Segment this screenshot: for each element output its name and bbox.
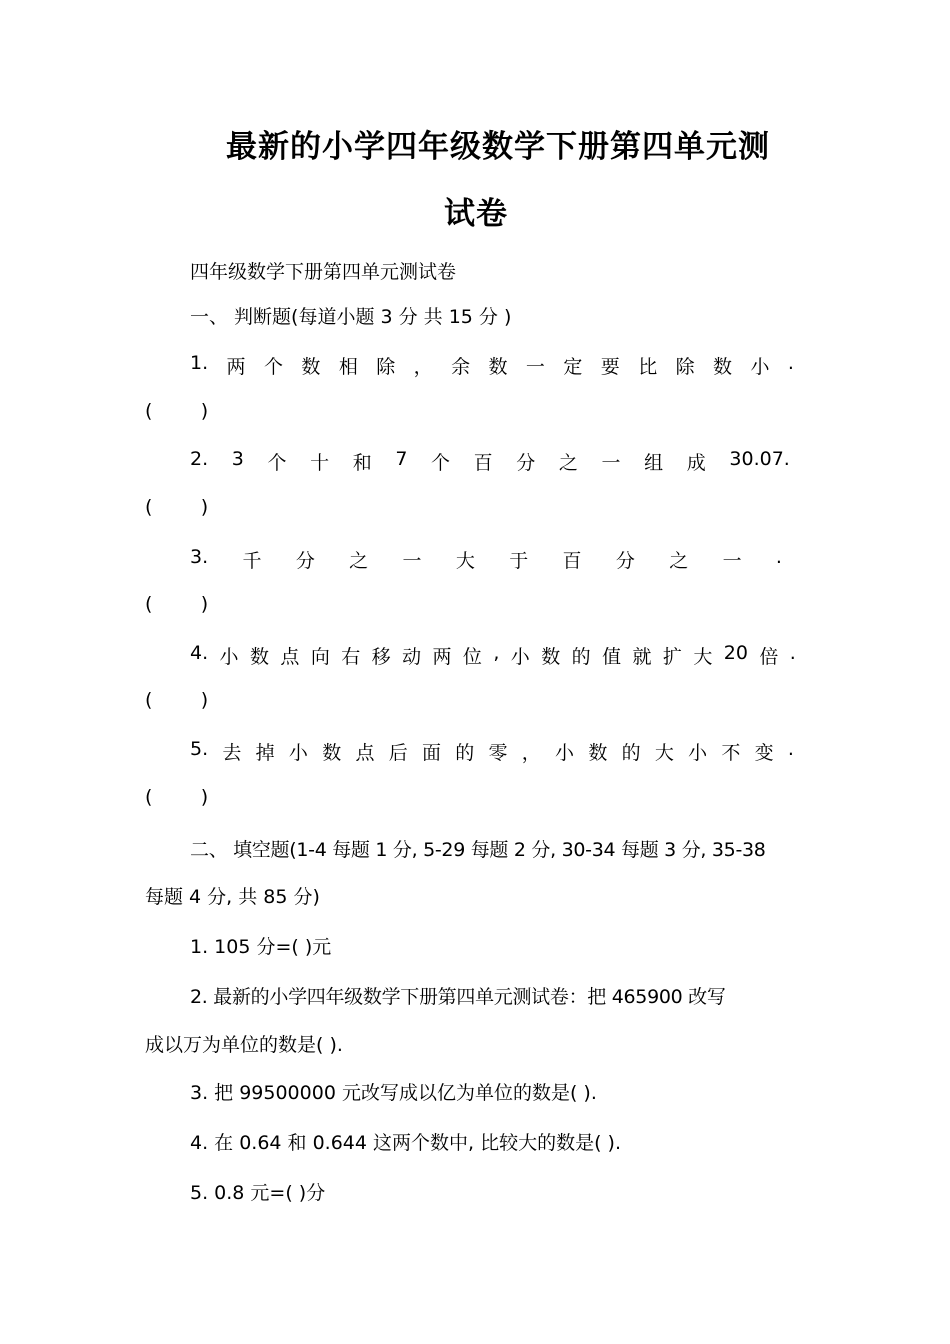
question-5-token: ， [521,742,541,764]
section-2-heading-line-2: 每题 4 分, 共 85 分) [145,886,320,908]
question-4-token: 大 [693,646,713,668]
question-3-token: 之 [669,550,689,572]
question-5-token: 5. [190,738,209,760]
question-1-token: 定 [563,356,583,378]
document-title-line-1: 最新的小学四年级数学下册第四单元测 [226,129,770,165]
question-4-token: 值 [602,646,622,668]
answer-paren-1: ( ) [145,400,209,422]
question-1-token: . [787,352,794,374]
question-4-token: 数 [249,646,269,668]
section-2-heading-line-1: 二、 填空题(1-4 每题 1 分, 5-29 每题 2 分, 30-34 每题 3 分, 35-38 [190,839,766,861]
judgement-question-4 [190,642,796,669]
judgement-question-5 [190,738,794,765]
question-1-token: ， [413,356,433,378]
question-4-token: 两 [432,646,452,668]
question-3-token: 于 [509,550,529,572]
fill-question-2-line-1: 2. 最新的小学四年级数学下册第四单元测试卷：把 465900 改写 [190,986,726,1008]
question-5-token: 小 [288,742,308,764]
question-5-token: 大 [654,742,674,764]
question-5-token: 数 [322,742,342,764]
question-5-token: 后 [388,742,408,764]
question-3-token: 3. [190,546,209,568]
question-4-token: 的 [571,646,591,668]
question-5-token: 零 [488,742,508,764]
question-2-token: 7 [395,448,408,470]
question-5-token: . [787,738,794,760]
question-2-token: 成 [686,452,706,474]
question-2-token: 和 [352,452,372,474]
question-2-token: 之 [558,452,578,474]
question-3-token: 大 [455,550,475,572]
question-5-token: 小 [688,742,708,764]
question-3-token: 分 [295,550,315,572]
question-4-token: 4. [190,642,209,664]
question-4-token: 小 [510,646,530,668]
question-3-token: 千 [242,550,262,572]
question-3-token: 一 [722,550,742,572]
question-5-token: 小 [555,742,575,764]
answer-paren-5: ( ) [145,786,209,808]
question-4-token: 数 [541,646,561,668]
question-2-token: 个 [267,452,287,474]
subtitle: 四年级数学下册第四单元测试卷 [190,261,457,283]
fill-question-2-line-2: 成以万为单位的数是( ). [145,1034,343,1056]
question-4-token: . [789,642,796,664]
answer-paren-2: ( ) [145,496,209,518]
question-1-token: 个 [263,356,283,378]
question-4-token: 位 [462,646,482,668]
question-5-token: 掉 [255,742,275,764]
question-3-token: . [775,546,782,568]
answer-paren-3: ( ) [145,593,209,615]
question-1-token: 除 [376,356,396,378]
question-5-token: 面 [421,742,441,764]
question-1-token: 数 [488,356,508,378]
question-5-token: 的 [621,742,641,764]
question-1-token: 除 [675,356,695,378]
question-4-token: 20 [723,642,748,664]
question-2-token: 分 [516,452,536,474]
question-2-token: 十 [310,452,330,474]
question-4-token: 移 [371,646,391,668]
question-3-token: 百 [562,550,582,572]
question-4-token: 小 [219,646,239,668]
question-4-token: , [493,642,500,664]
question-2-token: 个 [431,452,451,474]
question-1-token: 小 [750,356,770,378]
question-2-token: 2. [190,448,209,470]
question-5-token: 去 [222,742,242,764]
judgement-question-1 [190,352,794,379]
question-4-token: 向 [310,646,330,668]
question-1-token: 两 [226,356,246,378]
section-1-heading: 一、 判断题(每道小题 3 分 共 15 分 ) [190,306,512,328]
question-2-token: 百 [473,452,493,474]
question-2-token: 一 [601,452,621,474]
question-4-token: 就 [632,646,652,668]
question-4-token: 扩 [662,646,682,668]
fill-question-5: 5. 0.8 元=( )分 [190,1182,326,1204]
question-4-token: 右 [341,646,361,668]
question-1-token: 数 [301,356,321,378]
question-5-token: 变 [754,742,774,764]
question-5-token: 点 [355,742,375,764]
question-4-token: 点 [280,646,300,668]
question-2-token: 30.07. [729,448,790,470]
question-5-token: 不 [721,742,741,764]
judgement-question-3 [190,546,782,573]
question-2-token: 3 [231,448,244,470]
fill-question-3: 3. 把 99500000 元改写成以亿为单位的数是( ). [190,1082,597,1104]
question-1-token: 比 [638,356,658,378]
question-1-token: 数 [713,356,733,378]
question-3-token: 分 [615,550,635,572]
question-4-token: 动 [402,646,422,668]
question-1-token: 相 [338,356,358,378]
question-3-token: 之 [349,550,369,572]
question-1-token: 一 [525,356,545,378]
fill-question-1: 1. 105 分=( )元 [190,936,332,958]
question-1-token: 余 [451,356,471,378]
answer-paren-4: ( ) [145,689,209,711]
question-2-token: 组 [644,452,664,474]
judgement-question-2 [190,448,790,475]
question-3-token: 一 [402,550,422,572]
question-1-token: 1. [190,352,209,374]
question-5-token: 的 [455,742,475,764]
question-1-token: 要 [600,356,620,378]
question-4-token: 倍 [759,646,779,668]
fill-question-4: 4. 在 0.64 和 0.644 这两个数中, 比较大的数是( ). [190,1132,622,1154]
document-title-line-2: 试卷 [444,196,508,232]
question-5-token: 数 [588,742,608,764]
